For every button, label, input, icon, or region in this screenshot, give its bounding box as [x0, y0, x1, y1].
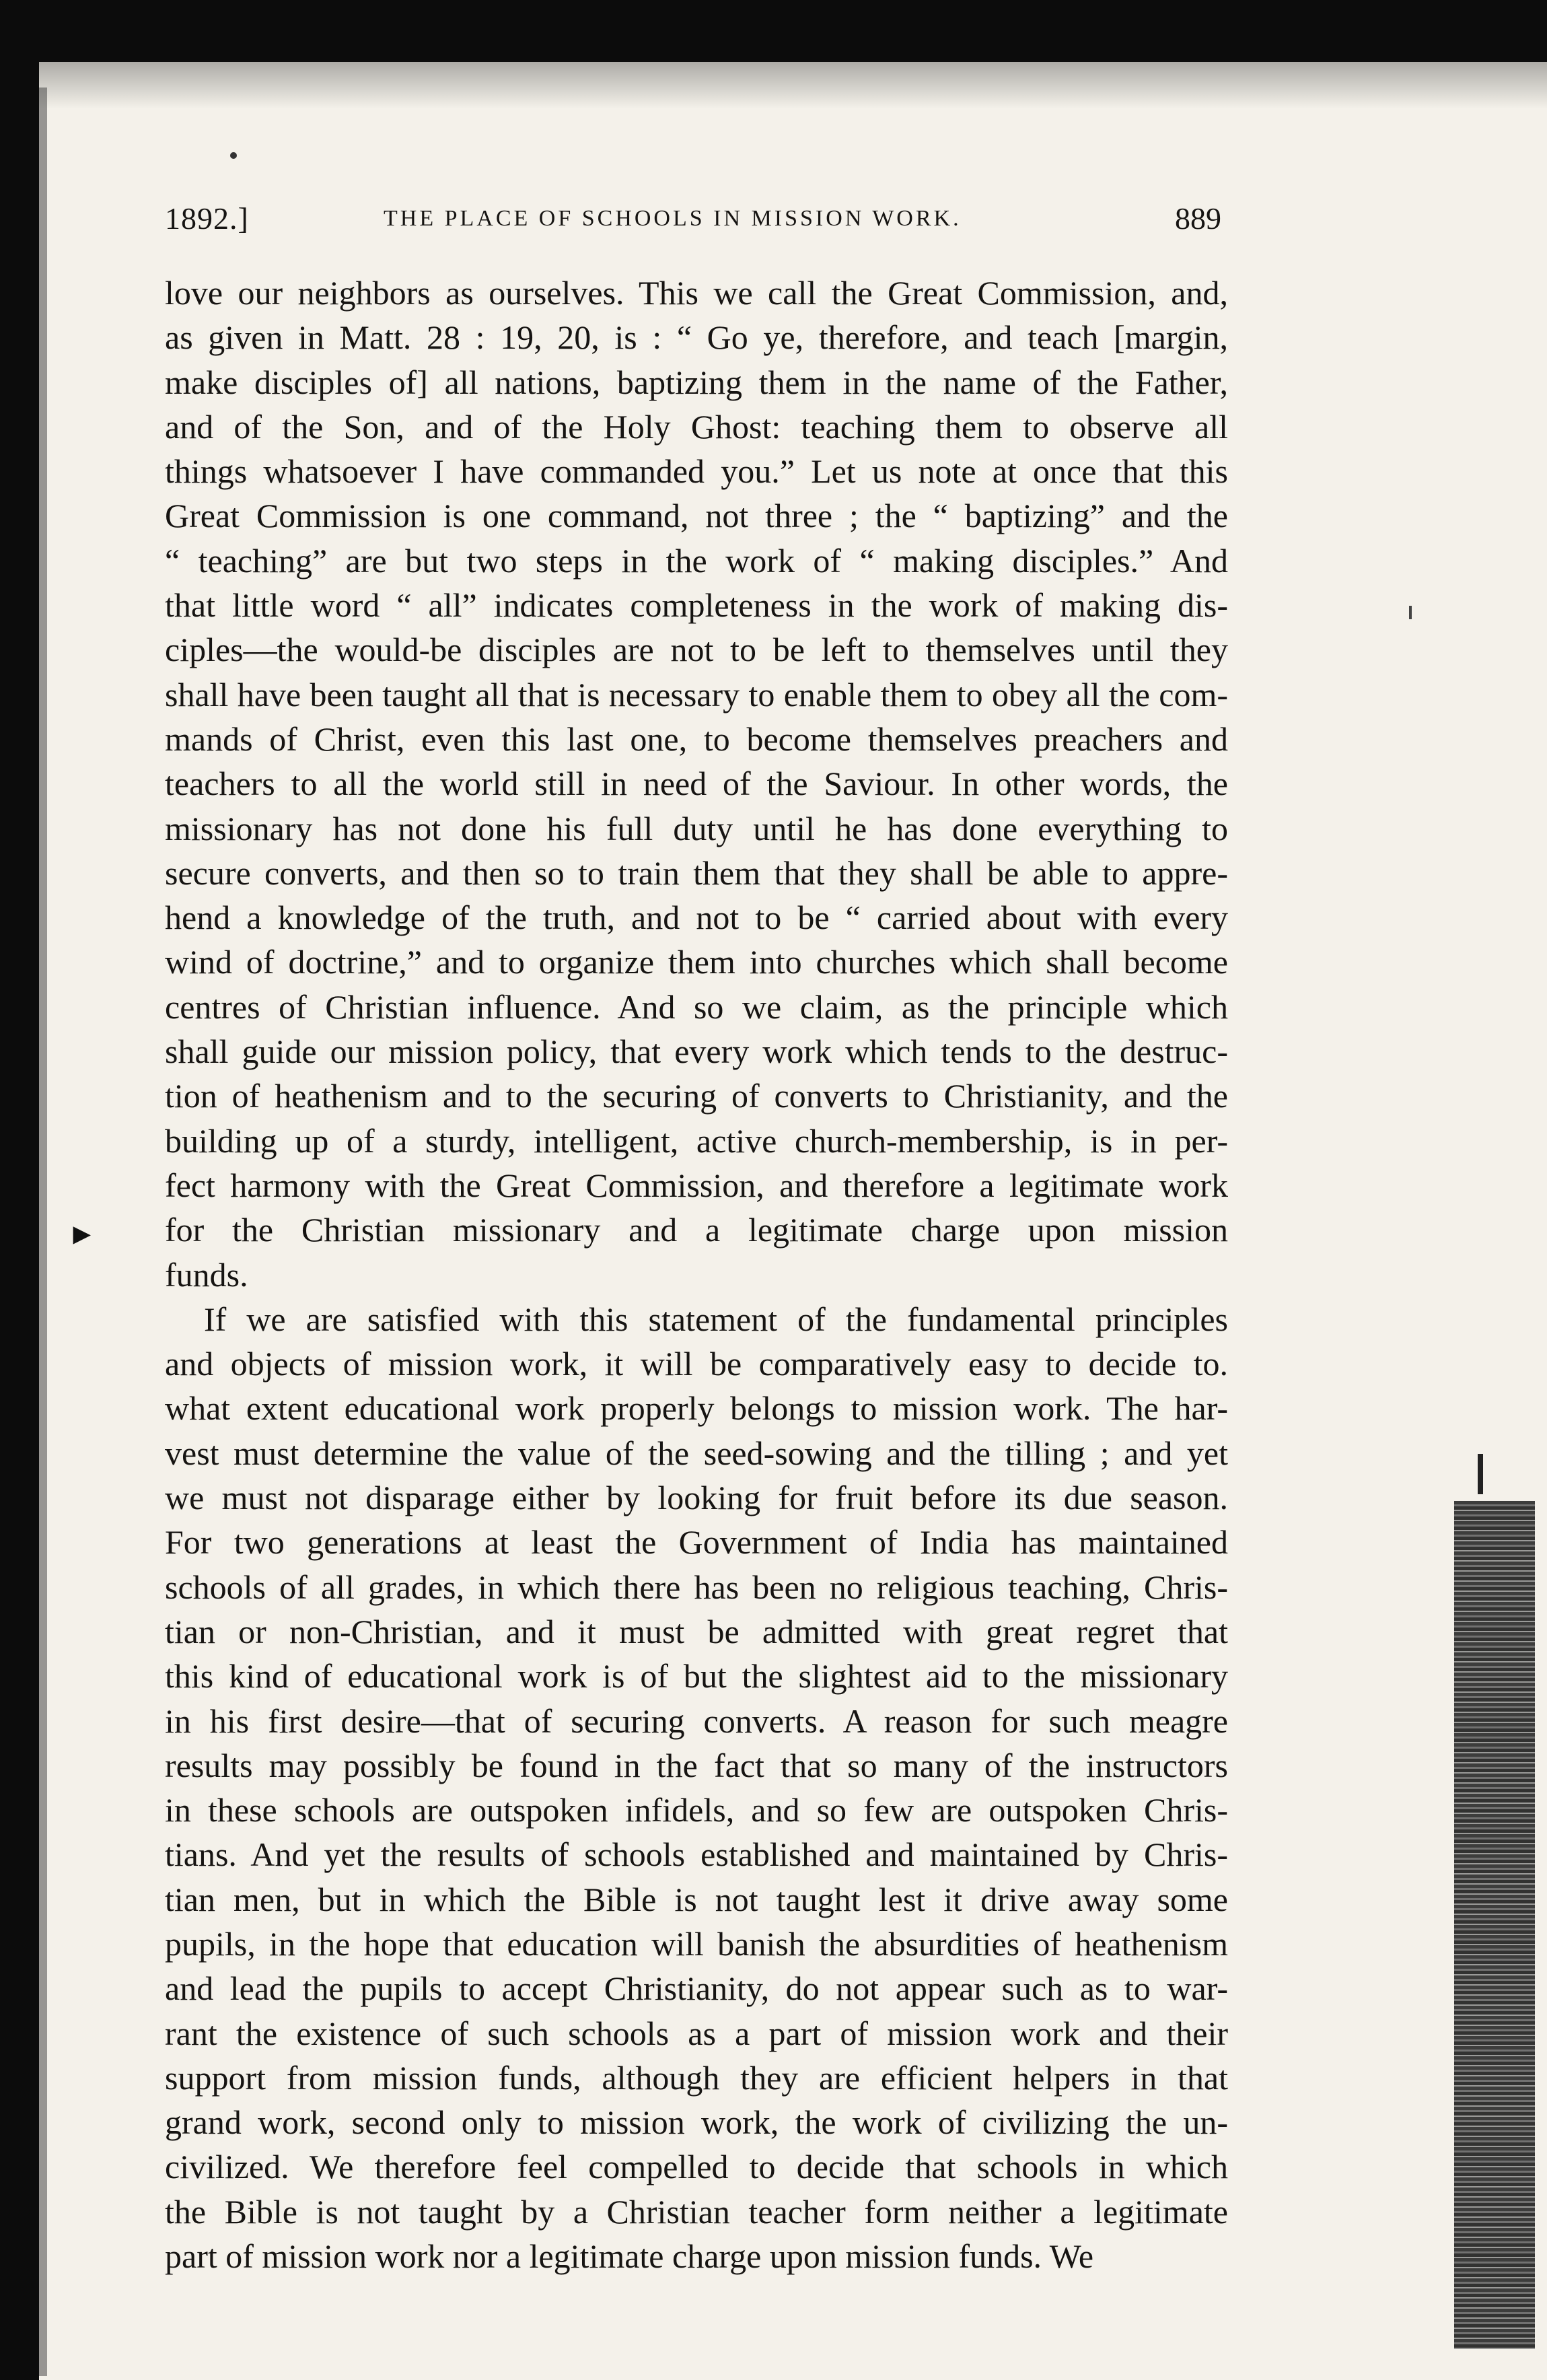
- text-line: Great Commission is one command, not three ; the “ baptizing” and the: [165, 497, 1228, 535]
- text-line: pupils, in the hope that education will banish the absurdities of heathenism: [165, 1924, 1228, 1963]
- page-number: 889: [1175, 201, 1221, 236]
- text-line: for the Christian missionary and a legitimate charge upon mission: [165, 1211, 1228, 1249]
- text-line: rant the existence of such schools as a part of mission work and their: [165, 2014, 1228, 2052]
- text-line: teachers to all the world still in need of the Saviour. In other words, the: [165, 765, 1228, 803]
- page-header: [165, 201, 1221, 241]
- text-line: funds.: [165, 1255, 248, 1294]
- text-line: grand work, second only to mission work, the work of civilizing the un-: [165, 2103, 1228, 2142]
- running-title: THE PLACE OF SCHOOLS IN MISSION WORK.: [384, 206, 962, 231]
- text-line: that little word “ all” indicates completeness in the work of making dis-: [165, 586, 1228, 625]
- scan-right-edge-noise: [1454, 1501, 1535, 2349]
- text-line: and lead the pupils to accept Christianity, do not appear such as to war-: [165, 1969, 1228, 2008]
- text-line: what extent educational work properly belongs to mission work. The har-: [165, 1389, 1228, 1428]
- header-year: 1892.]: [165, 201, 249, 236]
- text-line: and objects of mission work, it will be comparatively easy to decide to.: [165, 1345, 1228, 1383]
- text-line: things whatsoever I have commanded you.” Let us note at once that this: [165, 452, 1228, 491]
- margin-arrow-marker: ►: [67, 1218, 97, 1251]
- text-line: fect harmony with the Great Commission, and therefore a legitimate work: [165, 1166, 1228, 1204]
- text-line: secure converts, and then so to train them that they shall be able to appre-: [165, 853, 1228, 892]
- text-line: “ teaching” are but two steps in the work of “ making disciples.” And: [165, 541, 1228, 580]
- text-line: vest must determine the value of the seed-sowing and the tilling ; and yet: [165, 1434, 1228, 1472]
- text-line: and of the Son, and of the Holy Ghost: teaching them to observe all: [165, 407, 1228, 446]
- scan-top-border: [0, 0, 1547, 62]
- text-line: tian men, but in which the Bible is not taught lest it drive away some: [165, 1880, 1228, 1918]
- text-line: as given in Matt. 28 : 19, 20, is : “ Go ye, therefore, and teach [margin,: [165, 318, 1228, 357]
- text-line: For two generations at least the Government of India has maintained: [165, 1523, 1228, 1562]
- text-line: part of mission work nor a legitimate charge upon mission funds. We: [165, 2237, 1094, 2276]
- scan-right-edge-mark: [1478, 1454, 1483, 1494]
- text-line: in these schools are outspoken infidels, and so few are outspoken Chris-: [165, 1791, 1228, 1829]
- text-line: tian or non-Christian, and it must be admitted with great regret that: [165, 1612, 1228, 1650]
- text-line: tion of heathenism and to the securing of converts to Christianity, and the: [165, 1077, 1228, 1115]
- text-line: building up of a sturdy, intelligent, active church-membership, is in per-: [165, 1121, 1228, 1160]
- text-line: shall have been taught all that is necessary to enable them to obey all the com-: [165, 675, 1228, 713]
- text-line: hend a knowledge of the truth, and not to be “ carried about with every: [165, 899, 1228, 937]
- text-line: the Bible is not taught by a Christian teacher form neither a legitimate: [165, 2192, 1228, 2231]
- text-line: civilized. We therefore feel compelled to decide that schools in which: [165, 2148, 1228, 2186]
- text-line: missionary has not done his full duty until he has done everything to: [165, 809, 1228, 847]
- text-line: mands of Christ, even this last one, to become themselves preachers and: [165, 720, 1228, 758]
- body-text: [165, 271, 1228, 2278]
- text-line: tians. And yet the results of schools established and maintained by Chris-: [165, 1835, 1228, 1874]
- scan-dot-mark: [230, 152, 237, 159]
- text-line: results may possibly be found in the fact that so many of the instructors: [165, 1746, 1228, 1784]
- text-line: shall guide our mission policy, that every work which tends to the destruc-: [165, 1032, 1228, 1071]
- text-line: make disciples of] all nations, baptizing them in the name of the Father,: [165, 363, 1228, 401]
- text-line: in his first desire—that of securing converts. A reason for such meagre: [165, 1702, 1228, 1740]
- scan-binding-shadow: [39, 88, 47, 2376]
- text-line: If we are satisfied with this statement of the fundamental principles: [204, 1300, 1228, 1338]
- text-line: schools of all grades, in which there has been no religious teaching, Chris-: [165, 1568, 1228, 1606]
- text-line: this kind of educational work is of but the slightest aid to the missionary: [165, 1657, 1228, 1695]
- text-line: wind of doctrine,” and to organize them into churches which shall become: [165, 943, 1228, 981]
- text-line: ciples—the would-be disciples are not to be left to themselves until they: [165, 631, 1228, 669]
- text-line: centres of Christian influence. And so we claim, as the principle which: [165, 987, 1228, 1026]
- text-line: support from mission funds, although they are efficient helpers in that: [165, 2058, 1228, 2097]
- text-line: we must not disparage either by looking for fruit before its due season.: [165, 1479, 1228, 1517]
- text-line: love our neighbors as ourselves. This we call the Great Commission, and,: [165, 274, 1228, 312]
- scan-stray-mark: [1409, 606, 1412, 619]
- scan-page-curl-shadow: [0, 62, 1547, 109]
- scan-left-border: [0, 0, 39, 2380]
